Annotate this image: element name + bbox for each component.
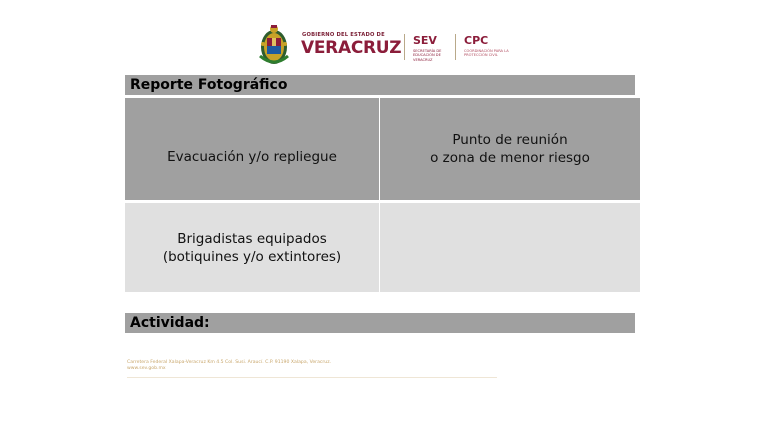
page-footer: [127, 360, 497, 373]
report-title: Reporte Fotográfico: [130, 77, 288, 93]
cpc-acronym: CPC: [464, 34, 489, 47]
photo-report-grid: [125, 98, 640, 292]
footer-divider: [127, 377, 497, 378]
cpc-subtitle: COORDINACIÓN PARA LA PROTECCIÓN CIVIL: [464, 49, 509, 58]
activity-title-bar: [125, 313, 635, 333]
photo-cell-label: Brigadistas equipados (botiquines y/o extintores): [162, 230, 342, 265]
header-divider: [404, 34, 405, 60]
page-header: [0, 22, 768, 70]
photo-cell-meeting-point[interactable]: [380, 98, 640, 200]
photo-cell-brigades[interactable]: [125, 203, 379, 292]
report-title-bar: [125, 75, 635, 95]
footer-website[interactable]: www.sev.gob.mx: [127, 366, 166, 372]
sev-subtitle: SECRETARÍA DE EDUCACIÓN DE VERACRUZ: [413, 49, 442, 62]
header-divider: [455, 34, 456, 60]
sev-acronym: SEV: [413, 34, 437, 47]
photo-cell-label: Evacuación y/o repliegue: [167, 149, 337, 165]
state-name: VERACRUZ: [301, 38, 402, 58]
photo-cell-label: Punto de reunión o zona de menor riesgo: [430, 132, 590, 166]
footer-address: Carretera Federal Xalapa-Veracruz Km 4.5 Col. Susi. Araucí. C.P. 91190 Xalapa, Veracruz.: [127, 360, 332, 365]
government-label: GOBIERNO DEL ESTADO DE: [302, 32, 385, 38]
activity-title: Actividad:: [130, 315, 210, 331]
photo-cell-empty[interactable]: [380, 203, 640, 292]
veracruz-seal-icon: [254, 22, 294, 68]
photo-cell-evacuation[interactable]: [125, 98, 379, 200]
